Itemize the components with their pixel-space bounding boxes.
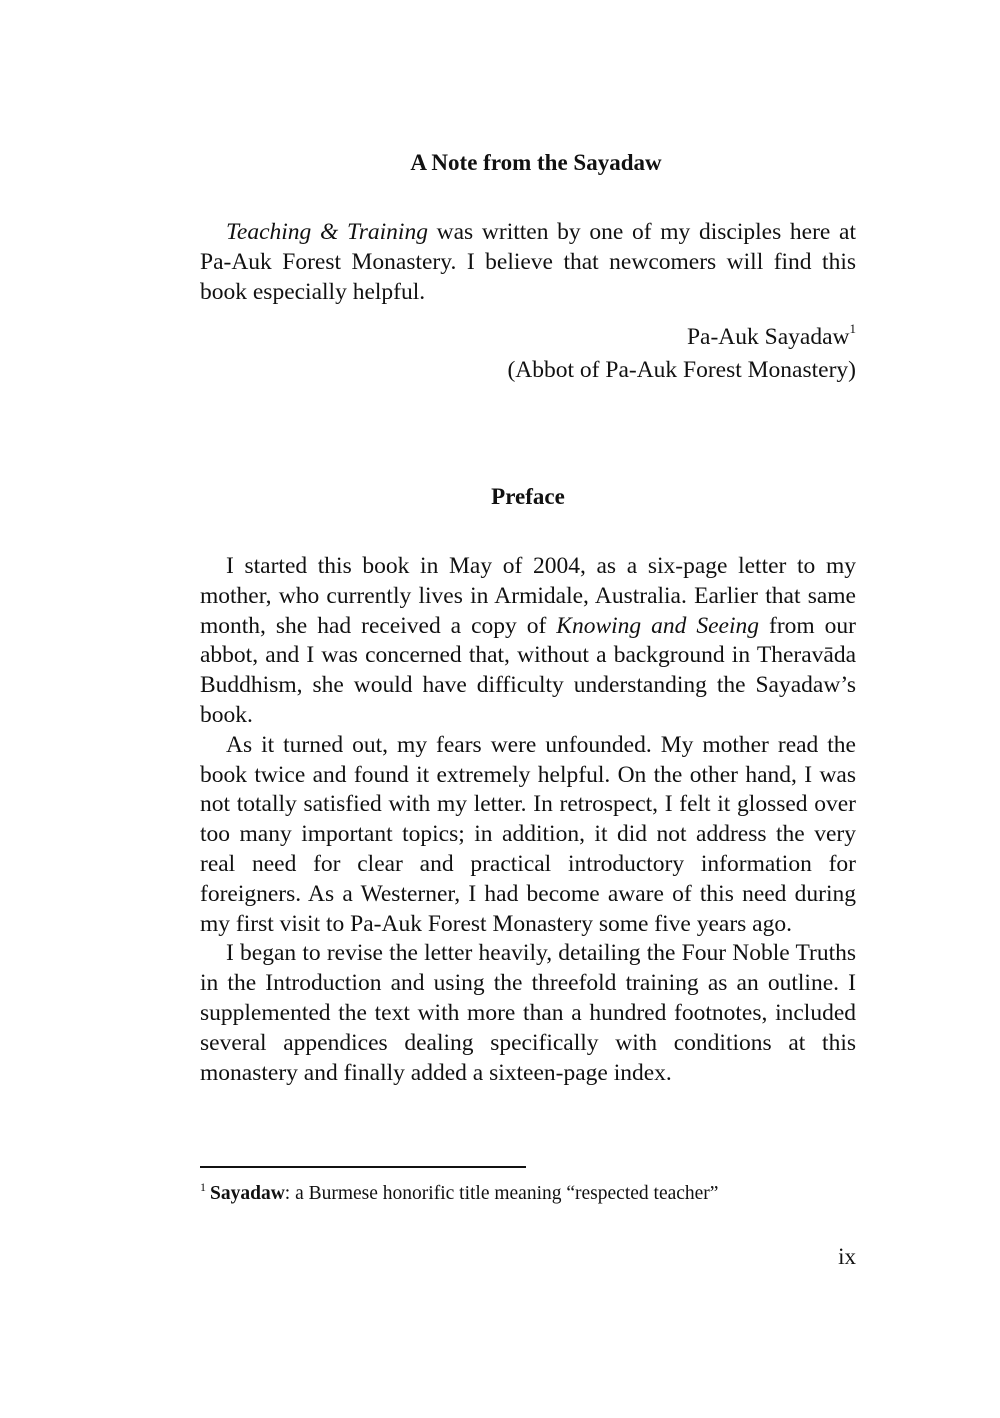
note-signature xyxy=(200,322,856,385)
footnote-term: Sayadaw xyxy=(210,1183,285,1204)
note-paragraph xyxy=(200,218,856,307)
signature-role: (Abbot of Pa-Auk Forest Monastery) xyxy=(507,357,856,383)
preface-body xyxy=(200,552,856,1088)
preface-paragraph-2: As it turned out, my fears were unfounded. My mother read the book twice and found it extremely helpful. On the other hand, I was not totally satisfied with my letter. In retrospect, I felt it glossed over too many important topics; in addition, it did not address the very real need for clear and practical introductory information for foreigners. As a Westerner, I had become aware of this need during my first visit to Pa-Auk Forest Monastery some five years ago. xyxy=(200,731,856,937)
footnote-reference[interactable]: 1 xyxy=(849,321,856,336)
preface-heading: Preface xyxy=(491,484,565,509)
note-body-text: was written by one of my disciples here at Pa-Auk Forest Monastery. I believe that newcomers will find this book especially helpful. xyxy=(200,219,856,305)
page-number: ix xyxy=(838,1244,856,1269)
footnote xyxy=(200,1181,856,1208)
note-heading: A Note from the Sayadaw xyxy=(410,150,662,175)
book-title-knowing-seeing: Knowing and Seeing xyxy=(556,612,760,639)
footnote-number: 1 xyxy=(200,1180,206,1194)
footnote-definition: : a Burmese honorific title meaning “respected teacher” xyxy=(284,1183,719,1204)
preface-paragraph-3: I began to revise the letter heavily, detailing the Four Noble Truths in the Introduction and using the threefold training as an outline. I supplemented the text with more than a hundred footnotes, included several appendices dealing specifically with conditions at this monastery and finally added a sixteen-page index. xyxy=(200,940,856,1086)
book-title-teaching-training: Teaching & Training xyxy=(226,219,428,245)
footnote-divider xyxy=(200,1166,526,1168)
signature-name: Pa-Auk Sayadaw xyxy=(686,324,850,350)
preface-paragraph-1: I started this book in May of 2004, as a six-page letter to my mother, who currently lives in Armidale, Australia. Earlier that same month, she had received a copy of Knowing and Seeing from our abbot, and I was concerned that, without a background in Theravāda Buddhism, she would have difficulty understanding the Sayadaw’s book. xyxy=(200,553,856,728)
